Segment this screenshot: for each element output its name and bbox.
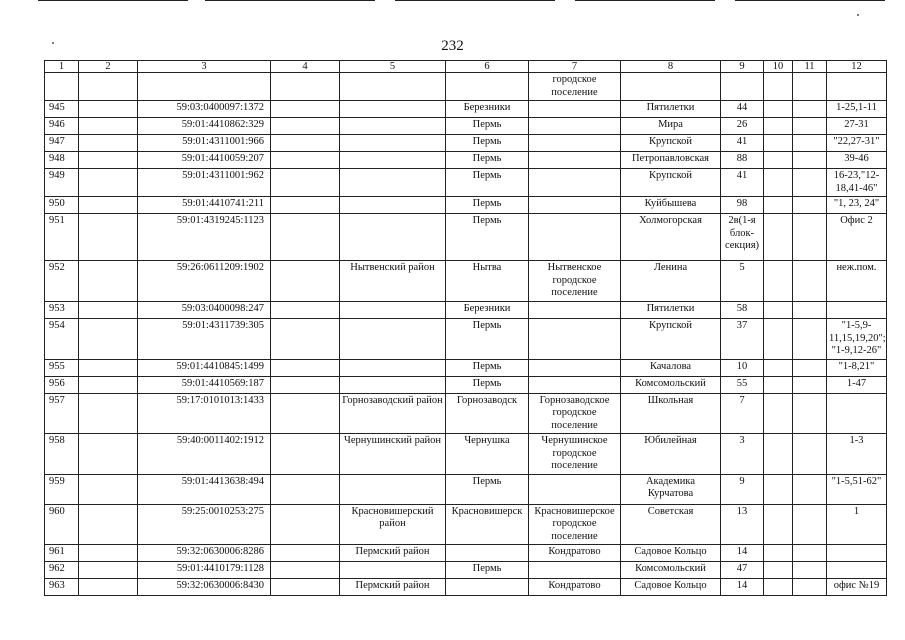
col4-cell	[271, 169, 340, 197]
column-header: 1	[45, 61, 79, 73]
cadastral-number-cell: 59:01:4410845:1499	[138, 359, 271, 376]
house-number-cell: 88	[721, 152, 764, 169]
row-number-cell: 952	[45, 261, 79, 302]
house-number-cell: 58	[721, 302, 764, 319]
settlement-cell: Пермь	[446, 359, 529, 376]
district-cell	[340, 302, 446, 319]
street-cell: Садовое Кольцо	[621, 545, 721, 562]
row-number-cell: 950	[45, 197, 79, 214]
column-header: 11	[793, 61, 827, 73]
table-row	[45, 579, 887, 596]
column-header: 6	[446, 61, 529, 73]
col10-cell	[764, 73, 793, 101]
house-number-cell: 98	[721, 197, 764, 214]
col11-cell	[793, 319, 827, 360]
col2-cell	[79, 135, 138, 152]
column-header: 7	[529, 61, 621, 73]
col4-cell	[271, 118, 340, 135]
cadastral-number-cell: 59:01:4311001:966	[138, 135, 271, 152]
street-cell: Комсомольский	[621, 376, 721, 393]
district-cell: Горнозаводский район	[340, 393, 446, 434]
cadastral-number-cell: 59:01:4410741:211	[138, 197, 271, 214]
settlement-cell: Пермь	[446, 562, 529, 579]
district-cell	[340, 197, 446, 214]
district-cell	[340, 359, 446, 376]
scan-top-line	[735, 0, 885, 1]
house-number-cell: 5	[721, 261, 764, 302]
street-cell: Пятилетки	[621, 302, 721, 319]
premises-cell: 1-25,1-11	[827, 101, 887, 118]
col11-cell	[793, 545, 827, 562]
house-number-cell: 10	[721, 359, 764, 376]
col11-cell	[793, 562, 827, 579]
col10-cell	[764, 214, 793, 261]
municipality-cell: Нытвенское городское поселение	[529, 261, 621, 302]
house-number-cell: 14	[721, 545, 764, 562]
settlement-cell: Красновишерск	[446, 504, 529, 545]
cadastral-number-cell: 59:25:0010253:275	[138, 504, 271, 545]
premises-cell	[827, 302, 887, 319]
street-cell: Комсомольский	[621, 562, 721, 579]
settlement-cell	[446, 579, 529, 596]
municipality-cell	[529, 135, 621, 152]
column-number-row	[45, 61, 887, 73]
col2-cell	[79, 474, 138, 504]
row-number-cell: 946	[45, 118, 79, 135]
col2-cell	[79, 319, 138, 360]
col2-cell	[79, 214, 138, 261]
row-number-cell: 953	[45, 302, 79, 319]
cadastral-number-cell: 59:32:0630006:8430	[138, 579, 271, 596]
col4-cell	[271, 319, 340, 360]
district-cell	[340, 169, 446, 197]
municipality-cell	[529, 319, 621, 360]
col4-cell	[271, 562, 340, 579]
street-cell: Куйбышева	[621, 197, 721, 214]
table-row	[45, 135, 887, 152]
cadastral-number-cell: 59:01:4311739:305	[138, 319, 271, 360]
street-cell: Академика Курчатова	[621, 474, 721, 504]
premises-cell: "22,27-31"	[827, 135, 887, 152]
street-cell: Пятилетки	[621, 101, 721, 118]
premises-cell	[827, 562, 887, 579]
table-row	[45, 562, 887, 579]
col10-cell	[764, 474, 793, 504]
municipality-cell	[529, 302, 621, 319]
premises-cell: 1-47	[827, 376, 887, 393]
house-number-cell: 55	[721, 376, 764, 393]
row-number-cell: 958	[45, 434, 79, 475]
col2-cell	[79, 579, 138, 596]
cadastral-number-cell: 59:03:0400098:247	[138, 302, 271, 319]
col4-cell	[271, 261, 340, 302]
municipality-cell: Чернушинское городское поселение	[529, 434, 621, 475]
cadastral-number-cell: 59:03:0400097:1372	[138, 101, 271, 118]
premises-cell: "1-8,21"	[827, 359, 887, 376]
col10-cell	[764, 197, 793, 214]
col2-cell	[79, 261, 138, 302]
settlement-cell: Пермь	[446, 118, 529, 135]
col11-cell	[793, 261, 827, 302]
col4-cell	[271, 545, 340, 562]
scan-artifact	[857, 14, 859, 16]
col2-cell	[79, 118, 138, 135]
row-number-cell: 955	[45, 359, 79, 376]
municipality-cell: городское поселение	[529, 73, 621, 101]
street-cell: Ленина	[621, 261, 721, 302]
settlement-cell: Березники	[446, 101, 529, 118]
col4-cell	[271, 302, 340, 319]
premises-cell: "1, 23, 24"	[827, 197, 887, 214]
table-row	[45, 359, 887, 376]
district-cell	[340, 73, 446, 101]
col10-cell	[764, 169, 793, 197]
street-cell: Садовое Кольцо	[621, 579, 721, 596]
table-row	[45, 118, 887, 135]
premises-cell	[827, 545, 887, 562]
row-number-cell: 960	[45, 504, 79, 545]
settlement-cell: Чернушка	[446, 434, 529, 475]
col4-cell	[271, 474, 340, 504]
col10-cell	[764, 359, 793, 376]
col2-cell	[79, 169, 138, 197]
col10-cell	[764, 393, 793, 434]
row-number-cell: 961	[45, 545, 79, 562]
row-number-cell: 956	[45, 376, 79, 393]
house-number-cell: 44	[721, 101, 764, 118]
street-cell: Качалова	[621, 359, 721, 376]
municipality-cell: Кондратово	[529, 579, 621, 596]
district-cell	[340, 135, 446, 152]
col10-cell	[764, 504, 793, 545]
table-row	[45, 474, 887, 504]
street-cell: Крупской	[621, 169, 721, 197]
settlement-cell: Горнозаводск	[446, 393, 529, 434]
col11-cell	[793, 579, 827, 596]
col11-cell	[793, 197, 827, 214]
column-header: 4	[271, 61, 340, 73]
district-cell	[340, 376, 446, 393]
table-row	[45, 73, 887, 101]
settlement-cell: Пермь	[446, 169, 529, 197]
column-header: 10	[764, 61, 793, 73]
col10-cell	[764, 101, 793, 118]
settlement-cell: Пермь	[446, 214, 529, 261]
column-header: 3	[138, 61, 271, 73]
col4-cell	[271, 101, 340, 118]
col4-cell	[271, 393, 340, 434]
premises-cell: 1	[827, 504, 887, 545]
district-cell	[340, 214, 446, 261]
settlement-cell: Пермь	[446, 197, 529, 214]
house-number-cell: 2в(1-я блок-секция)	[721, 214, 764, 261]
district-cell: Пермский район	[340, 545, 446, 562]
district-cell	[340, 118, 446, 135]
cadastral-number-cell: 59:01:4410569:187	[138, 376, 271, 393]
premises-cell: "1-5,51-62"	[827, 474, 887, 504]
col2-cell	[79, 376, 138, 393]
premises-cell: 27-31	[827, 118, 887, 135]
row-number-cell: 948	[45, 152, 79, 169]
settlement-cell: Березники	[446, 302, 529, 319]
col11-cell	[793, 73, 827, 101]
col4-cell	[271, 73, 340, 101]
premises-cell	[827, 73, 887, 101]
district-cell: Пермский район	[340, 579, 446, 596]
table-row	[45, 101, 887, 118]
cadastral-number-cell: 59:26:0611209:1902	[138, 261, 271, 302]
premises-cell	[827, 393, 887, 434]
table-row	[45, 319, 887, 360]
cadastral-number-cell: 59:40:0011402:1912	[138, 434, 271, 475]
col2-cell	[79, 504, 138, 545]
col4-cell	[271, 197, 340, 214]
col4-cell	[271, 214, 340, 261]
col11-cell	[793, 393, 827, 434]
settlement-cell: Пермь	[446, 152, 529, 169]
col10-cell	[764, 135, 793, 152]
col2-cell	[79, 73, 138, 101]
col10-cell	[764, 434, 793, 475]
street-cell: Крупской	[621, 135, 721, 152]
col11-cell	[793, 302, 827, 319]
row-number-cell: 962	[45, 562, 79, 579]
municipality-cell	[529, 214, 621, 261]
settlement-cell: Пермь	[446, 376, 529, 393]
district-cell	[340, 101, 446, 118]
cadastral-number-cell: 59:01:4319245:1123	[138, 214, 271, 261]
col11-cell	[793, 504, 827, 545]
cadastral-number-cell	[138, 73, 271, 101]
col11-cell	[793, 214, 827, 261]
cadastral-number-cell: 59:01:4410862:329	[138, 118, 271, 135]
col11-cell	[793, 434, 827, 475]
table-row	[45, 169, 887, 197]
col10-cell	[764, 545, 793, 562]
col11-cell	[793, 101, 827, 118]
house-number-cell	[721, 73, 764, 101]
row-number-cell: 957	[45, 393, 79, 434]
col2-cell	[79, 393, 138, 434]
street-cell: Петропавловская	[621, 152, 721, 169]
col11-cell	[793, 359, 827, 376]
premises-cell: офис №19	[827, 579, 887, 596]
col4-cell	[271, 579, 340, 596]
house-number-cell: 26	[721, 118, 764, 135]
street-cell: Юбилейная	[621, 434, 721, 475]
col10-cell	[764, 579, 793, 596]
house-number-cell: 37	[721, 319, 764, 360]
house-number-cell: 41	[721, 135, 764, 152]
col4-cell	[271, 152, 340, 169]
cadastral-number-cell: 59:01:4410179:1128	[138, 562, 271, 579]
col10-cell	[764, 152, 793, 169]
col11-cell	[793, 474, 827, 504]
street-cell	[621, 73, 721, 101]
street-cell: Мира	[621, 118, 721, 135]
col2-cell	[79, 302, 138, 319]
table-row	[45, 214, 887, 261]
house-number-cell: 7	[721, 393, 764, 434]
district-cell	[340, 152, 446, 169]
cadastral-number-cell: 59:01:4410059:207	[138, 152, 271, 169]
district-cell	[340, 474, 446, 504]
house-number-cell: 47	[721, 562, 764, 579]
table-row	[45, 504, 887, 545]
col4-cell	[271, 504, 340, 545]
col4-cell	[271, 376, 340, 393]
scan-top-line	[38, 0, 188, 1]
col10-cell	[764, 302, 793, 319]
municipality-cell	[529, 118, 621, 135]
col11-cell	[793, 135, 827, 152]
municipality-cell: Кондратово	[529, 545, 621, 562]
column-header: 8	[621, 61, 721, 73]
table-row	[45, 434, 887, 475]
district-cell: Чернушинский район	[340, 434, 446, 475]
table-row	[45, 261, 887, 302]
col11-cell	[793, 169, 827, 197]
settlement-cell: Пермь	[446, 474, 529, 504]
row-number-cell: 959	[45, 474, 79, 504]
municipality-cell	[529, 376, 621, 393]
col10-cell	[764, 261, 793, 302]
page-number: 232	[441, 38, 464, 54]
house-number-cell: 3	[721, 434, 764, 475]
col11-cell	[793, 152, 827, 169]
col2-cell	[79, 434, 138, 475]
col10-cell	[764, 319, 793, 360]
street-cell: Советская	[621, 504, 721, 545]
column-header: 12	[827, 61, 887, 73]
cadastral-number-cell: 59:01:4413638:494	[138, 474, 271, 504]
house-number-cell: 41	[721, 169, 764, 197]
column-header: 5	[340, 61, 446, 73]
district-cell: Красновишерский район	[340, 504, 446, 545]
table-row	[45, 197, 887, 214]
settlement-cell: Пермь	[446, 319, 529, 360]
row-number-cell: 954	[45, 319, 79, 360]
house-number-cell: 14	[721, 579, 764, 596]
row-number-cell	[45, 73, 79, 101]
table-body	[45, 73, 887, 596]
row-number-cell: 949	[45, 169, 79, 197]
col2-cell	[79, 359, 138, 376]
district-cell	[340, 562, 446, 579]
table-row	[45, 393, 887, 434]
column-header: 9	[721, 61, 764, 73]
municipality-cell	[529, 562, 621, 579]
house-number-cell: 13	[721, 504, 764, 545]
municipality-cell	[529, 101, 621, 118]
district-cell: Нытвенский район	[340, 261, 446, 302]
col2-cell	[79, 197, 138, 214]
col2-cell	[79, 152, 138, 169]
scan-top-line	[205, 0, 375, 1]
street-cell: Крупской	[621, 319, 721, 360]
col4-cell	[271, 434, 340, 475]
settlement-cell: Пермь	[446, 135, 529, 152]
municipality-cell	[529, 169, 621, 197]
premises-cell: Офис 2	[827, 214, 887, 261]
row-number-cell: 951	[45, 214, 79, 261]
street-cell: Школьная	[621, 393, 721, 434]
settlement-cell	[446, 73, 529, 101]
col2-cell	[79, 545, 138, 562]
house-number-cell: 9	[721, 474, 764, 504]
register-table	[44, 60, 887, 596]
col10-cell	[764, 376, 793, 393]
table-row	[45, 545, 887, 562]
street-cell: Холмогорская	[621, 214, 721, 261]
municipality-cell	[529, 474, 621, 504]
scan-top-line	[575, 0, 715, 1]
premises-cell: 16-23,"12-18,41-46"	[827, 169, 887, 197]
table-row	[45, 152, 887, 169]
row-number-cell: 963	[45, 579, 79, 596]
row-number-cell: 945	[45, 101, 79, 118]
col4-cell	[271, 135, 340, 152]
col2-cell	[79, 562, 138, 579]
col10-cell	[764, 562, 793, 579]
col10-cell	[764, 118, 793, 135]
municipality-cell	[529, 359, 621, 376]
municipality-cell	[529, 197, 621, 214]
settlement-cell	[446, 545, 529, 562]
municipality-cell	[529, 152, 621, 169]
premises-cell: неж.пом.	[827, 261, 887, 302]
settlement-cell: Нытва	[446, 261, 529, 302]
column-header: 2	[79, 61, 138, 73]
cadastral-number-cell: 59:17:0101013:1433	[138, 393, 271, 434]
municipality-cell: Красновишерское городское поселение	[529, 504, 621, 545]
cadastral-number-cell: 59:01:4311001:962	[138, 169, 271, 197]
col11-cell	[793, 376, 827, 393]
col11-cell	[793, 118, 827, 135]
premises-cell: 1-3	[827, 434, 887, 475]
row-number-cell: 947	[45, 135, 79, 152]
cadastral-number-cell: 59:32:0630006:8286	[138, 545, 271, 562]
col4-cell	[271, 359, 340, 376]
municipality-cell: Горнозаводское городское поселение	[529, 393, 621, 434]
table-row	[45, 376, 887, 393]
col2-cell	[79, 101, 138, 118]
premises-cell: "1-5,9-11,15,19,20"; "1-9,12-26"	[827, 319, 887, 360]
table-row	[45, 302, 887, 319]
scan-top-line	[395, 0, 555, 1]
district-cell	[340, 319, 446, 360]
premises-cell: 39-46	[827, 152, 887, 169]
